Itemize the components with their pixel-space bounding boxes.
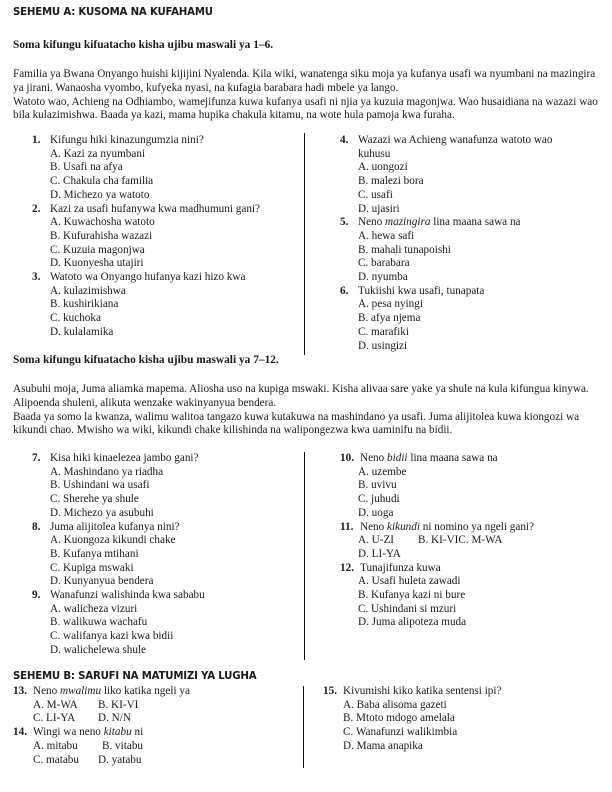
question-text-continued: kuhusu	[358, 147, 391, 160]
option-d[interactable]: D. Michezo ya asubuhi	[50, 506, 154, 519]
question-5	[340, 216, 605, 285]
question-text-post: lina maana sawa na	[407, 452, 498, 464]
option-d[interactable]: D. nyumba	[358, 271, 408, 284]
column-divider	[303, 686, 304, 768]
question-11	[340, 521, 605, 562]
option-c[interactable]: C. juhudi	[358, 493, 400, 506]
question-text-post: ni nomino ya ngeli gani?	[419, 520, 534, 533]
question-text-post: liko katika ngeli ya	[101, 685, 190, 697]
question-number: 2.	[32, 202, 41, 215]
option-c[interactable]: C. Wanafunzi walikimbia	[343, 726, 458, 739]
question-text: Kifungu hiki kinazungumzia nini?	[50, 134, 204, 146]
question-text: Tukiishi kwa usafi, tunapata	[358, 284, 485, 297]
question-number: 10.	[340, 452, 354, 464]
option-a[interactable]: A. U-ZI	[358, 534, 395, 547]
option-b[interactable]: B. mahali tunapoishi	[358, 243, 451, 256]
options-row	[13, 712, 293, 726]
questions-right-2	[340, 452, 605, 630]
question-text	[358, 216, 521, 230]
options-row	[13, 740, 293, 754]
question-text: Kivumishi kiko katika sentensi ipi?	[343, 685, 502, 697]
question-number: 5.	[340, 216, 349, 229]
passage2-paragraph-2: Baada ya somo la kwanza, walimu walitoa tangazo kuwa kutakuwa na mashindano ya usafi. Juma alijitolea kuwa kiongozi wa kikundi chao. Mwisho wa wiki, kikundi chake kilishinda na walipongezwa kwa uaminifu na bidii.	[13, 410, 580, 437]
option-c[interactable]: C. matabu	[33, 753, 79, 766]
option-b[interactable]: B. Kufanya mtihani	[50, 547, 139, 560]
question-text: Tunajifunza kuwa	[360, 561, 441, 574]
question-keyword: mwalimu	[60, 685, 102, 697]
option-b[interactable]: B. kushirikiana	[50, 298, 119, 311]
option-a[interactable]: A. mitabu	[33, 739, 78, 752]
question-14	[13, 726, 293, 767]
option-c[interactable]: C. kuchoka	[50, 312, 101, 325]
question-keyword: kikundi	[387, 520, 420, 533]
options-row	[340, 534, 605, 548]
question-15	[323, 685, 603, 754]
question-keyword: mazingira	[385, 216, 431, 229]
option-a[interactable]: A. M-WA	[33, 698, 78, 711]
option-a[interactable]: A. pesa nyingi	[358, 298, 423, 311]
question-text: Kazi za usafi hufanywa kwa madhumuni gani?	[50, 202, 261, 215]
question-text	[360, 452, 498, 466]
question-number: 4.	[340, 134, 349, 146]
option-a[interactable]: A. Kuongoza kikundi chake	[50, 534, 176, 547]
column-divider	[304, 133, 305, 355]
question-number: 6.	[340, 284, 349, 297]
question-keyword: kitabu	[103, 726, 132, 739]
question-8	[32, 521, 302, 590]
question-number: 9.	[32, 589, 41, 602]
passage1-instruction: Soma kifungu kifuatacho kisha ujibu maswali ya 1–6.	[13, 39, 274, 51]
section-a-heading: SEHEMU A: KUSOMA NA KUFAHAMU	[13, 7, 213, 18]
option-d[interactable]: D. Kuonyesha utajiri	[50, 257, 144, 270]
passage1-paragraph-2: Watoto wao, Achieng na Odhiambo, wamejifunza kuwa kufanya usafi ni njia ya kuzuia magonjwa. Wao husaidiana na wazazi wao bila kulazimishwa. Baada ya kazi, mama hupika chakula kitamu, na wote hula pamoja kwa furaha.	[13, 95, 598, 122]
passage2-paragraph-1: Asubuhi moja, Juma aliamka mapema. Aliosha uso na kupiga mswaki. Kisha alivaa sare yake ya shule na kula kifungua kinywa. Alipoenda shuleni, alikuta wenzake wakinyanyua bendera.	[13, 383, 589, 409]
questions-right-1	[340, 134, 605, 353]
question-number: 8.	[32, 520, 41, 533]
option-b[interactable]: B. vitabu	[102, 739, 144, 752]
question-4	[340, 134, 605, 216]
question-10	[340, 452, 605, 521]
option-d[interactable]: D. ujasiri	[358, 202, 400, 215]
question-number: 3.	[32, 271, 41, 284]
option-a[interactable]: A. Usafi huleta zawadi	[358, 575, 461, 588]
option-b[interactable]: B. Mtoto mdogo amelala	[343, 712, 455, 725]
question-text: Wazazi wa Achieng wanafunza watoto wao	[358, 134, 553, 146]
question-text: Juma alijitolea kufanya nini?	[50, 520, 180, 533]
option-d[interactable]: D. uoga	[358, 506, 394, 519]
questions-section-b-left	[13, 685, 293, 767]
option-c[interactable]: C. Sherehe ya shule	[50, 493, 139, 506]
option-c[interactable]: C. Chakula cha familia	[50, 175, 154, 188]
section-b-heading: SEHEMU B: SARUFI NA MATUMIZI YA LUGHA	[13, 671, 257, 682]
question-text-pre: Neno	[358, 216, 386, 229]
option-d[interactable]: D. LI-YA	[358, 547, 401, 560]
options-row	[13, 699, 293, 713]
question-9	[32, 589, 302, 658]
passage2-instruction: Soma kifungu kifuatacho kisha ujibu maswali ya 7–12.	[13, 354, 279, 366]
questions-left-2	[32, 452, 302, 658]
option-a[interactable]: A. walicheza vizuri	[50, 602, 138, 615]
option-d[interactable]: D. Kunyanyua bendera	[50, 575, 154, 588]
question-13	[13, 685, 293, 726]
question-text: Watoto wa Onyango hufanya kazi hizo kwa	[50, 271, 246, 284]
question-text: Wanafunzi walishinda kwa sababu	[50, 589, 205, 602]
option-c[interactable]: C. Kuzuia magonjwa	[50, 243, 145, 256]
option-a[interactable]: A. Kuwachosha watoto	[50, 216, 155, 229]
option-d[interactable]: D. usingizi	[358, 339, 408, 352]
option-b[interactable]: B. uvivu	[358, 479, 397, 492]
option-b[interactable]: B. KI-VI	[98, 698, 139, 711]
question-number: 14.	[13, 726, 27, 739]
option-a[interactable]: A. uzembe	[358, 465, 407, 478]
option-a[interactable]: A. Mashindano ya riadha	[50, 465, 164, 478]
question-text	[33, 685, 190, 699]
question-7	[32, 452, 302, 521]
question-3	[32, 271, 302, 340]
question-number: 7.	[32, 452, 41, 464]
question-6	[340, 285, 605, 354]
option-a[interactable]: A. uongozi	[358, 161, 408, 174]
question-number: 1.	[32, 134, 41, 146]
option-a[interactable]: A. Baba alisoma gazeti	[343, 698, 447, 711]
option-c[interactable]: C. marafiki	[358, 325, 409, 338]
passage1-paragraph-1: Familia ya Bwana Onyango huishi kijijini Nyalenda. Kila wiki, wanatenga siku moja ya kufanya usafi wa nyumbani na mazingira ya jirani. Wanaosha vyombo, kufyeka nyasi, na kufagia barabara hadi mbele ya lango.	[13, 68, 596, 94]
option-b[interactable]: B. Kufurahisha wazazi	[50, 229, 153, 242]
option-a[interactable]: A. kulazimishwa	[50, 284, 126, 297]
option-b[interactable]: B. Usafi na afya	[50, 161, 123, 174]
question-text	[33, 726, 143, 740]
question-2	[32, 203, 302, 272]
option-c[interactable]: C. Kupiga mswaki	[50, 561, 134, 574]
option-d[interactable]: D. yatabu	[98, 753, 142, 766]
question-text-post: ni	[131, 726, 144, 739]
option-a[interactable]: A. Kazi za nyumbani	[50, 147, 146, 160]
option-d[interactable]: D. Mama anapika	[343, 739, 423, 752]
option-b[interactable]: B. Kufanya kazi ni bure	[358, 589, 466, 602]
option-b[interactable]: B. walikuwa wachafu	[50, 616, 148, 629]
question-12	[340, 562, 605, 631]
option-d[interactable]: D. Juma alipoteza muda	[358, 616, 467, 629]
option-d[interactable]: D. walichelewa shule	[50, 643, 146, 656]
question-number: 11.	[340, 520, 354, 533]
question-text-pre: Wingi wa neno	[33, 726, 104, 739]
option-b[interactable]: B. KI-VIC. M-WA	[418, 534, 503, 547]
option-c[interactable]: C. barabara	[358, 257, 410, 270]
question-text	[360, 521, 534, 535]
passage1	[13, 68, 603, 123]
option-a[interactable]: A. hewa safi	[358, 229, 415, 242]
question-text-pre: Neno	[33, 685, 61, 697]
question-number: 12.	[340, 561, 354, 574]
passage2	[13, 383, 603, 438]
option-d[interactable]: D. N/N	[98, 712, 131, 725]
question-text-pre: Neno	[360, 520, 388, 533]
question-1	[32, 134, 302, 203]
option-b[interactable]: B. afya njema	[358, 312, 421, 325]
question-keyword: bidii	[387, 452, 408, 464]
option-c[interactable]: C. LI-YA	[33, 712, 76, 725]
option-d[interactable]: D. Michezo ya watoto	[50, 188, 150, 201]
question-number: 13.	[13, 685, 27, 697]
option-b[interactable]: B. Ushindani wa usafi	[50, 479, 150, 492]
question-text: Kisa hiki kinaelezea jambo gani?	[50, 452, 199, 464]
questions-left-1	[32, 134, 302, 340]
question-text-post: lina maana sawa na	[430, 216, 521, 229]
option-d[interactable]: D. kulalamika	[50, 325, 114, 338]
option-b[interactable]: B. malezi bora	[358, 175, 424, 188]
option-c[interactable]: C. usafi	[358, 188, 393, 201]
options-row	[13, 754, 293, 768]
question-text-pre: Neno	[360, 452, 388, 464]
questions-section-b-right	[323, 685, 603, 754]
column-divider	[304, 452, 305, 660]
question-number: 15.	[323, 685, 337, 697]
option-c[interactable]: C. Ushindani si mzuri	[358, 602, 457, 615]
option-c[interactable]: C. walifanya kazi kwa bidii	[50, 630, 174, 643]
